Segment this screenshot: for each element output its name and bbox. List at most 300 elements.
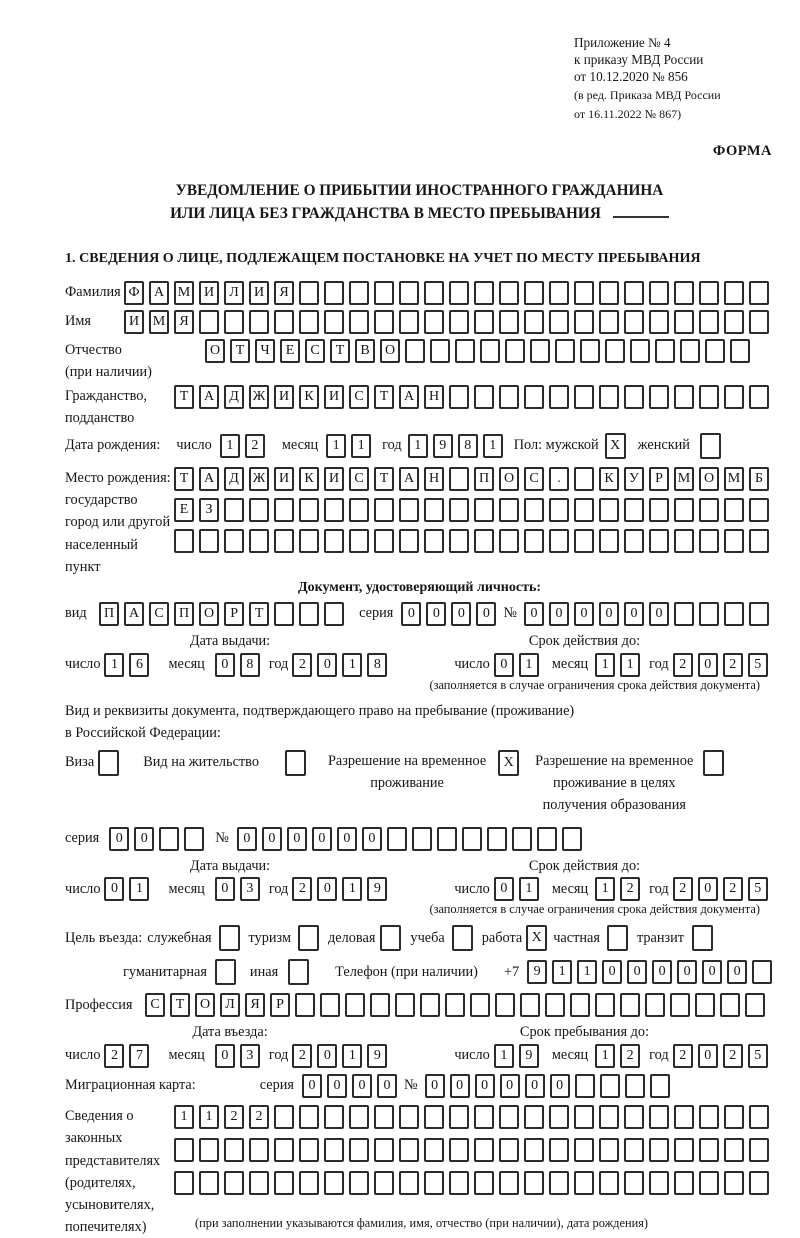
char-cell[interactable]	[199, 529, 219, 553]
char-cell[interactable]	[159, 827, 179, 851]
char-cell[interactable]	[474, 498, 494, 522]
char-cell[interactable]: 0	[624, 602, 644, 626]
char-cell[interactable]: 0	[550, 1074, 570, 1098]
char-cell[interactable]: 0	[476, 602, 496, 626]
char-cell[interactable]	[374, 1105, 394, 1129]
char-cell[interactable]	[724, 385, 744, 409]
char-cell[interactable]	[474, 1105, 494, 1129]
char-cell[interactable]: 1	[408, 434, 428, 458]
char-cell[interactable]	[299, 310, 319, 334]
char-cell[interactable]: 0	[215, 1044, 235, 1068]
char-cell[interactable]: 5	[748, 653, 768, 677]
char-cell[interactable]: 0	[287, 827, 307, 851]
char-cell[interactable]: Е	[280, 339, 300, 363]
char-cell[interactable]	[474, 1138, 494, 1162]
humanitarian-checkbox[interactable]	[215, 959, 236, 985]
char-cell[interactable]: Д	[224, 385, 244, 409]
char-cell[interactable]	[499, 385, 519, 409]
char-cell[interactable]: Л	[220, 993, 240, 1017]
char-cell[interactable]	[480, 339, 500, 363]
char-cell[interactable]	[625, 1074, 645, 1098]
surname-cells[interactable]	[124, 281, 774, 305]
char-cell[interactable]: 9	[367, 877, 387, 901]
char-cell[interactable]: С	[145, 993, 165, 1017]
char-cell[interactable]	[580, 339, 600, 363]
char-cell[interactable]	[724, 281, 744, 305]
char-cell[interactable]	[749, 602, 769, 626]
char-cell[interactable]	[720, 993, 740, 1017]
char-cell[interactable]: 0	[362, 827, 382, 851]
char-cell[interactable]	[724, 1171, 744, 1195]
mig-series-cells[interactable]	[302, 1074, 402, 1098]
char-cell[interactable]	[324, 310, 344, 334]
char-cell[interactable]	[595, 993, 615, 1017]
char-cell[interactable]	[524, 310, 544, 334]
char-cell[interactable]	[562, 827, 582, 851]
char-cell[interactable]	[449, 281, 469, 305]
char-cell[interactable]: 2	[673, 877, 693, 901]
char-cell[interactable]	[324, 602, 344, 626]
char-cell[interactable]	[449, 498, 469, 522]
char-cell[interactable]: 1	[577, 960, 597, 984]
char-cell[interactable]: 1	[620, 653, 640, 677]
stay-year-cells[interactable]	[673, 1044, 773, 1068]
char-cell[interactable]	[549, 1138, 569, 1162]
char-cell[interactable]: 0	[727, 960, 747, 984]
char-cell[interactable]	[449, 1138, 469, 1162]
birth-day-cells[interactable]	[220, 434, 270, 458]
char-cell[interactable]	[199, 310, 219, 334]
char-cell[interactable]	[299, 1138, 319, 1162]
char-cell[interactable]	[549, 529, 569, 553]
char-cell[interactable]: Ч	[255, 339, 275, 363]
char-cell[interactable]: 9	[367, 1044, 387, 1068]
char-cell[interactable]: 8	[367, 653, 387, 677]
char-cell[interactable]	[575, 1074, 595, 1098]
char-cell[interactable]	[295, 993, 315, 1017]
char-cell[interactable]	[174, 529, 194, 553]
char-cell[interactable]: Я	[274, 281, 294, 305]
char-cell[interactable]	[499, 529, 519, 553]
char-cell[interactable]: 7	[129, 1044, 149, 1068]
char-cell[interactable]: 0	[312, 827, 332, 851]
char-cell[interactable]: 2	[104, 1044, 124, 1068]
char-cell[interactable]: 0	[698, 1044, 718, 1068]
birthplace-city-cells-1[interactable]	[174, 498, 774, 522]
char-cell[interactable]: И	[199, 281, 219, 305]
profession-cells[interactable]	[145, 993, 770, 1017]
res-valid-month-cells[interactable]	[595, 877, 645, 901]
char-cell[interactable]: 0	[475, 1074, 495, 1098]
id-kind-cells[interactable]	[99, 602, 349, 626]
char-cell[interactable]: В	[355, 339, 375, 363]
char-cell[interactable]: 5	[748, 1044, 768, 1068]
char-cell[interactable]	[649, 385, 669, 409]
char-cell[interactable]	[674, 281, 694, 305]
char-cell[interactable]	[624, 529, 644, 553]
char-cell[interactable]	[674, 498, 694, 522]
char-cell[interactable]: 0	[524, 602, 544, 626]
char-cell[interactable]	[324, 1105, 344, 1129]
char-cell[interactable]	[499, 1171, 519, 1195]
name-cells[interactable]	[124, 310, 774, 334]
char-cell[interactable]	[624, 1105, 644, 1129]
char-cell[interactable]	[249, 310, 269, 334]
char-cell[interactable]: 3	[240, 1044, 260, 1068]
char-cell[interactable]: А	[399, 467, 419, 491]
char-cell[interactable]: П	[99, 602, 119, 626]
char-cell[interactable]	[574, 1105, 594, 1129]
char-cell[interactable]: 2	[292, 877, 312, 901]
char-cell[interactable]	[699, 498, 719, 522]
char-cell[interactable]: Е	[174, 498, 194, 522]
char-cell[interactable]: 2	[723, 653, 743, 677]
char-cell[interactable]: 2	[245, 434, 265, 458]
birth-year-cells[interactable]	[408, 434, 508, 458]
char-cell[interactable]	[449, 1105, 469, 1129]
res-number-cells[interactable]	[237, 827, 587, 851]
char-cell[interactable]	[655, 339, 675, 363]
char-cell[interactable]: П	[174, 602, 194, 626]
char-cell[interactable]: 8	[240, 653, 260, 677]
char-cell[interactable]	[399, 1105, 419, 1129]
official-checkbox[interactable]	[219, 925, 240, 951]
char-cell[interactable]	[462, 827, 482, 851]
char-cell[interactable]: 1	[342, 653, 362, 677]
char-cell[interactable]	[474, 529, 494, 553]
char-cell[interactable]	[374, 1171, 394, 1195]
char-cell[interactable]	[274, 498, 294, 522]
char-cell[interactable]	[674, 1138, 694, 1162]
char-cell[interactable]	[749, 1138, 769, 1162]
char-cell[interactable]	[174, 1138, 194, 1162]
char-cell[interactable]: 1	[220, 434, 240, 458]
char-cell[interactable]	[620, 993, 640, 1017]
char-cell[interactable]	[474, 385, 494, 409]
char-cell[interactable]: Р	[649, 467, 669, 491]
char-cell[interactable]	[299, 1105, 319, 1129]
char-cell[interactable]	[487, 827, 507, 851]
char-cell[interactable]: 2	[723, 877, 743, 901]
char-cell[interactable]	[624, 385, 644, 409]
char-cell[interactable]	[437, 827, 457, 851]
char-cell[interactable]	[649, 281, 669, 305]
char-cell[interactable]: 0	[215, 653, 235, 677]
char-cell[interactable]	[674, 602, 694, 626]
char-cell[interactable]	[274, 602, 294, 626]
char-cell[interactable]	[724, 529, 744, 553]
char-cell[interactable]	[499, 1105, 519, 1129]
char-cell[interactable]	[649, 529, 669, 553]
char-cell[interactable]: Я	[245, 993, 265, 1017]
char-cell[interactable]	[199, 1138, 219, 1162]
char-cell[interactable]	[349, 529, 369, 553]
char-cell[interactable]	[299, 602, 319, 626]
representatives-cells-row2[interactable]	[174, 1138, 774, 1162]
id-valid-day-cells[interactable]	[494, 653, 544, 677]
char-cell[interactable]	[524, 1105, 544, 1129]
char-cell[interactable]	[184, 827, 204, 851]
char-cell[interactable]	[299, 498, 319, 522]
char-cell[interactable]: 0	[302, 1074, 322, 1098]
char-cell[interactable]: 0	[104, 877, 124, 901]
char-cell[interactable]: 0	[450, 1074, 470, 1098]
char-cell[interactable]	[324, 1171, 344, 1195]
char-cell[interactable]	[349, 498, 369, 522]
char-cell[interactable]	[274, 1105, 294, 1129]
char-cell[interactable]: 2	[723, 1044, 743, 1068]
business-checkbox[interactable]	[380, 925, 401, 951]
char-cell[interactable]	[324, 1138, 344, 1162]
char-cell[interactable]	[574, 1171, 594, 1195]
char-cell[interactable]	[274, 1138, 294, 1162]
char-cell[interactable]	[524, 529, 544, 553]
stay-day-cells[interactable]	[494, 1044, 544, 1068]
char-cell[interactable]	[430, 339, 450, 363]
char-cell[interactable]	[699, 281, 719, 305]
char-cell[interactable]	[549, 281, 569, 305]
char-cell[interactable]	[395, 993, 415, 1017]
char-cell[interactable]	[249, 498, 269, 522]
res-issue-day-cells[interactable]	[104, 877, 154, 901]
char-cell[interactable]	[574, 529, 594, 553]
char-cell[interactable]	[424, 281, 444, 305]
char-cell[interactable]	[299, 281, 319, 305]
char-cell[interactable]: Ж	[249, 385, 269, 409]
other-checkbox[interactable]	[288, 959, 309, 985]
char-cell[interactable]: У	[624, 467, 644, 491]
char-cell[interactable]: Т	[249, 602, 269, 626]
char-cell[interactable]: Т	[330, 339, 350, 363]
char-cell[interactable]: 1	[174, 1105, 194, 1129]
char-cell[interactable]: 1	[519, 653, 539, 677]
char-cell[interactable]: 0	[525, 1074, 545, 1098]
char-cell[interactable]: 0	[702, 960, 722, 984]
char-cell[interactable]: Я	[174, 310, 194, 334]
char-cell[interactable]	[474, 1171, 494, 1195]
char-cell[interactable]	[324, 529, 344, 553]
char-cell[interactable]	[349, 1171, 369, 1195]
char-cell[interactable]: 2	[673, 1044, 693, 1068]
char-cell[interactable]: 6	[129, 653, 149, 677]
char-cell[interactable]	[374, 1138, 394, 1162]
char-cell[interactable]: Н	[424, 467, 444, 491]
char-cell[interactable]: М	[174, 281, 194, 305]
char-cell[interactable]	[674, 1105, 694, 1129]
visa-checkbox[interactable]	[98, 750, 119, 776]
char-cell[interactable]	[724, 310, 744, 334]
char-cell[interactable]	[599, 1138, 619, 1162]
id-series-cells[interactable]	[401, 602, 501, 626]
char-cell[interactable]	[549, 1171, 569, 1195]
char-cell[interactable]	[680, 339, 700, 363]
char-cell[interactable]	[574, 498, 594, 522]
char-cell[interactable]	[324, 281, 344, 305]
char-cell[interactable]: 1	[595, 653, 615, 677]
char-cell[interactable]: Б	[749, 467, 769, 491]
char-cell[interactable]: 1	[129, 877, 149, 901]
char-cell[interactable]	[752, 960, 772, 984]
char-cell[interactable]: 0	[698, 877, 718, 901]
char-cell[interactable]	[424, 498, 444, 522]
char-cell[interactable]	[649, 1171, 669, 1195]
char-cell[interactable]: 0	[652, 960, 672, 984]
char-cell[interactable]: С	[349, 467, 369, 491]
char-cell[interactable]	[574, 281, 594, 305]
char-cell[interactable]: 2	[620, 1044, 640, 1068]
char-cell[interactable]: 0	[109, 827, 129, 851]
char-cell[interactable]: 2	[292, 1044, 312, 1068]
temp-residence-checkbox[interactable]: X	[498, 750, 519, 776]
stay-month-cells[interactable]	[595, 1044, 645, 1068]
char-cell[interactable]: 0	[337, 827, 357, 851]
char-cell[interactable]: 0	[317, 877, 337, 901]
char-cell[interactable]	[674, 529, 694, 553]
res-series-cells[interactable]	[109, 827, 209, 851]
char-cell[interactable]: М	[674, 467, 694, 491]
char-cell[interactable]	[499, 310, 519, 334]
char-cell[interactable]: А	[199, 385, 219, 409]
char-cell[interactable]	[299, 529, 319, 553]
char-cell[interactable]: 0	[134, 827, 154, 851]
char-cell[interactable]	[524, 385, 544, 409]
char-cell[interactable]: 0	[627, 960, 647, 984]
char-cell[interactable]	[399, 310, 419, 334]
char-cell[interactable]	[599, 498, 619, 522]
char-cell[interactable]	[650, 1074, 670, 1098]
char-cell[interactable]	[224, 1171, 244, 1195]
char-cell[interactable]	[674, 1171, 694, 1195]
tourism-checkbox[interactable]	[298, 925, 319, 951]
char-cell[interactable]	[549, 498, 569, 522]
char-cell[interactable]	[224, 529, 244, 553]
char-cell[interactable]	[449, 1171, 469, 1195]
char-cell[interactable]: Т	[374, 467, 394, 491]
char-cell[interactable]: 9	[527, 960, 547, 984]
res-valid-day-cells[interactable]	[494, 877, 544, 901]
char-cell[interactable]	[749, 281, 769, 305]
char-cell[interactable]: К	[299, 467, 319, 491]
char-cell[interactable]	[699, 602, 719, 626]
id-issue-day-cells[interactable]	[104, 653, 154, 677]
char-cell[interactable]	[424, 1138, 444, 1162]
char-cell[interactable]: А	[199, 467, 219, 491]
char-cell[interactable]: 0	[262, 827, 282, 851]
char-cell[interactable]	[749, 1105, 769, 1129]
char-cell[interactable]: 3	[240, 877, 260, 901]
char-cell[interactable]: 0	[237, 827, 257, 851]
char-cell[interactable]	[249, 529, 269, 553]
char-cell[interactable]	[399, 498, 419, 522]
char-cell[interactable]	[574, 385, 594, 409]
char-cell[interactable]	[199, 1171, 219, 1195]
char-cell[interactable]	[370, 993, 390, 1017]
char-cell[interactable]	[530, 339, 550, 363]
birth-month-cells[interactable]	[326, 434, 376, 458]
char-cell[interactable]: Т	[170, 993, 190, 1017]
char-cell[interactable]: 1	[595, 1044, 615, 1068]
char-cell[interactable]: С	[305, 339, 325, 363]
char-cell[interactable]	[449, 529, 469, 553]
char-cell[interactable]	[745, 993, 765, 1017]
char-cell[interactable]: 0	[494, 653, 514, 677]
char-cell[interactable]	[455, 339, 475, 363]
char-cell[interactable]	[749, 498, 769, 522]
char-cell[interactable]: .	[549, 467, 569, 491]
char-cell[interactable]	[749, 529, 769, 553]
char-cell[interactable]	[424, 310, 444, 334]
char-cell[interactable]	[645, 993, 665, 1017]
char-cell[interactable]: 0	[451, 602, 471, 626]
char-cell[interactable]: Д	[224, 467, 244, 491]
char-cell[interactable]: О	[199, 602, 219, 626]
char-cell[interactable]	[699, 310, 719, 334]
char-cell[interactable]: Ф	[124, 281, 144, 305]
char-cell[interactable]: П	[474, 467, 494, 491]
char-cell[interactable]: Р	[224, 602, 244, 626]
work-checkbox[interactable]: X	[526, 925, 547, 951]
char-cell[interactable]	[274, 1171, 294, 1195]
char-cell[interactable]: Т	[174, 385, 194, 409]
char-cell[interactable]: Ж	[249, 467, 269, 491]
char-cell[interactable]: Н	[424, 385, 444, 409]
char-cell[interactable]	[174, 1171, 194, 1195]
char-cell[interactable]	[499, 1138, 519, 1162]
char-cell[interactable]: 1	[351, 434, 371, 458]
char-cell[interactable]: И	[274, 385, 294, 409]
char-cell[interactable]: 1	[342, 877, 362, 901]
char-cell[interactable]: 2	[249, 1105, 269, 1129]
char-cell[interactable]	[749, 1171, 769, 1195]
char-cell[interactable]: 0	[215, 877, 235, 901]
char-cell[interactable]	[724, 602, 744, 626]
char-cell[interactable]: 0	[549, 602, 569, 626]
char-cell[interactable]: И	[324, 467, 344, 491]
char-cell[interactable]	[630, 339, 650, 363]
char-cell[interactable]	[649, 1138, 669, 1162]
char-cell[interactable]	[537, 827, 557, 851]
char-cell[interactable]: 0	[317, 653, 337, 677]
id-valid-year-cells[interactable]	[673, 653, 773, 677]
char-cell[interactable]	[224, 310, 244, 334]
patronymic-cells[interactable]	[205, 339, 755, 363]
char-cell[interactable]	[599, 1105, 619, 1129]
char-cell[interactable]	[574, 467, 594, 491]
char-cell[interactable]: М	[149, 310, 169, 334]
female-checkbox[interactable]	[700, 433, 721, 459]
char-cell[interactable]	[505, 339, 525, 363]
char-cell[interactable]	[574, 310, 594, 334]
char-cell[interactable]	[549, 385, 569, 409]
char-cell[interactable]: 0	[426, 602, 446, 626]
char-cell[interactable]: 0	[377, 1074, 397, 1098]
char-cell[interactable]: О	[205, 339, 225, 363]
char-cell[interactable]: И	[324, 385, 344, 409]
char-cell[interactable]: 2	[224, 1105, 244, 1129]
residence-permit-checkbox[interactable]	[285, 750, 306, 776]
char-cell[interactable]: 0	[500, 1074, 520, 1098]
char-cell[interactable]	[374, 498, 394, 522]
char-cell[interactable]: С	[524, 467, 544, 491]
char-cell[interactable]	[349, 1138, 369, 1162]
char-cell[interactable]: О	[380, 339, 400, 363]
id-valid-month-cells[interactable]	[595, 653, 645, 677]
char-cell[interactable]	[695, 993, 715, 1017]
char-cell[interactable]	[705, 339, 725, 363]
char-cell[interactable]	[449, 467, 469, 491]
char-cell[interactable]	[599, 385, 619, 409]
char-cell[interactable]: 1	[519, 877, 539, 901]
